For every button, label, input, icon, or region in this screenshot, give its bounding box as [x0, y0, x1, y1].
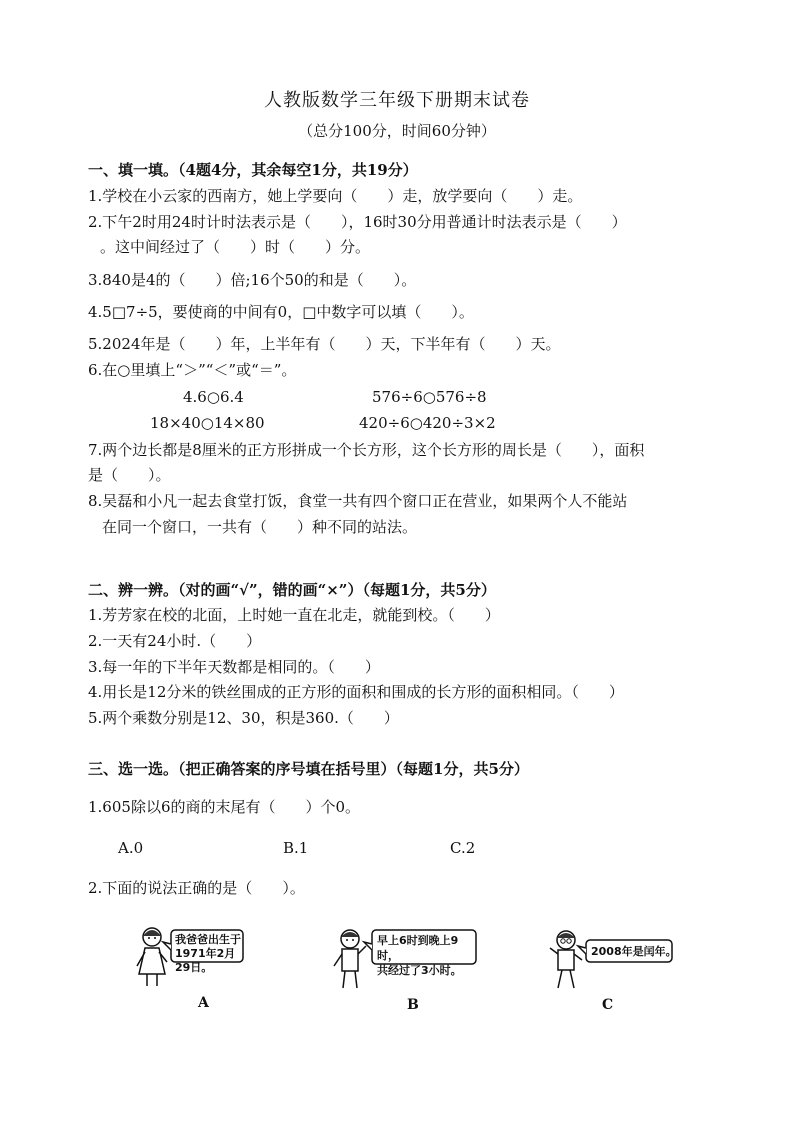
bubble-line: 共经过了3小时。: [377, 964, 462, 977]
question-1-8-line2: 在同一个窗口，一共有（ ）种不同的站法。: [102, 518, 418, 536]
question-1-1: 1.学校在小云家的西南方，她上学要向（ ）走，放学要向（ ）走。: [88, 187, 583, 205]
figure-caption: A: [198, 995, 209, 1011]
question-1-7-line1: 7.两个边长都是8厘米的正方形拼成一个长方形，这个长方形的周长是（ ），面积: [88, 441, 645, 459]
page-subtitle: （总分100分，时间60分钟）: [298, 122, 496, 140]
option-b: B.1: [283, 839, 309, 857]
question-3-1: 1.605除以6的商的末尾有（ ）个0。: [88, 798, 361, 816]
figure-c: [548, 926, 678, 996]
question-3-2: 2.下面的说法正确的是（ ）。: [88, 879, 305, 897]
judge-item: 1.芳芳家在校的北面，上时她一直在北走，就能到校。（ ）: [88, 606, 500, 624]
question-1-7-line2: 是（ ）。: [88, 466, 171, 484]
speech-bubble-text: [591, 945, 681, 959]
section2-heading: 二、辨一辨。（对的画“√”，错的画“×”）（每题1分，共5分）: [88, 581, 496, 599]
question-1-3: 3.840是4的（ ）倍;16个50的和是（ ）。: [88, 271, 417, 289]
question-1-2-line1: 2.下午2时用24时计时法表示是（ ），16时30分用普通计时法表示是（ ）: [88, 213, 627, 231]
option-a: A.0: [118, 839, 144, 857]
judge-item: 5.两个乘数分别是12、30，积是360.（ ）: [88, 709, 399, 727]
option-c: C.2: [450, 839, 476, 857]
speech-bubble-text: [377, 933, 477, 978]
comparison-item: 420÷6○420÷3×2: [359, 414, 496, 432]
question-1-2-line2: 。这中间经过了（ ）时（ ）分。: [100, 238, 371, 256]
figure-caption: C: [602, 997, 614, 1013]
figure-b: [330, 924, 480, 994]
bubble-line: 早上6时到晚上9时，: [377, 934, 459, 962]
bubble-line: 我爸爸出生于: [175, 933, 241, 946]
question-1-5: 5.2024年是（ ）年，上半年有（ ）天，下半年有（ ）天。: [88, 335, 561, 353]
section1-heading: 一、填一填。（4题4分，其余每空1分，共19分）: [88, 161, 418, 179]
judge-item: 3.每一年的下半年天数都是相同的。（ ）: [88, 658, 380, 676]
comparison-item: 18×40○14×80: [150, 414, 265, 432]
bubble-line: 2008年是闰年。: [591, 945, 677, 958]
bubble-line: 1971年2月29日。: [175, 947, 236, 974]
judge-item: 2.一天有24小时.（ ）: [88, 632, 262, 650]
page-title: 人教版数学三年级下册期末试卷: [264, 90, 530, 111]
question-1-4: 4.5□7÷5，要使商的中间有0，□中数字可以填（ ）。: [88, 303, 474, 321]
boy-with-glasses-illustration: [548, 926, 678, 996]
question-1-6: 6.在○里填上“＞”“＜”或“＝”。: [88, 361, 297, 379]
comparison-item: 4.6○6.4: [183, 388, 244, 406]
figure-a: [135, 922, 245, 992]
judge-item: 4.用长是12分米的铁丝围成的正方形的面积和围成的长方形的面积相同。（ ）: [88, 683, 624, 701]
comparison-item: 576÷6○576÷8: [372, 388, 487, 406]
section3-heading: 三、选一选。（把正确答案的序号填在括号里）（每题1分，共5分）: [88, 760, 529, 778]
figure-caption: B: [407, 997, 419, 1013]
speech-bubble-text: [175, 933, 245, 975]
question-1-8-line1: 8.吴磊和小凡一起去食堂打饭，食堂一共有四个窗口正在营业，如果两个人不能站: [88, 492, 628, 510]
